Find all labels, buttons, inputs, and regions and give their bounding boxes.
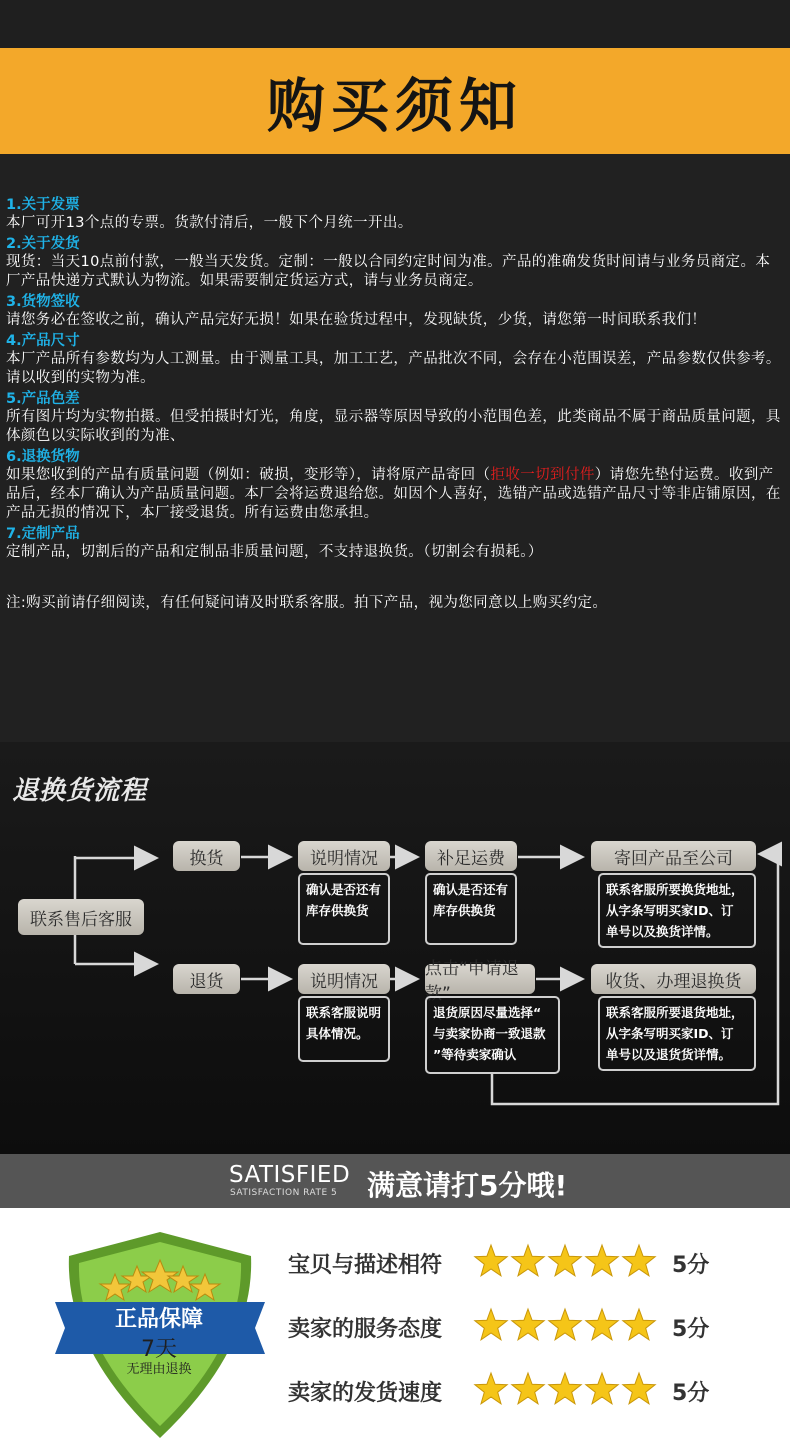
desc-line: 从字条写明买家ID、订 xyxy=(606,903,734,918)
star-icon xyxy=(549,1309,581,1340)
desc-line: 单号以及退货货详情。 xyxy=(606,1047,732,1062)
star-icon xyxy=(586,1245,618,1276)
desc-line: 与卖家协商一致退款 xyxy=(433,1026,546,1041)
star-rating-icon xyxy=(472,1370,662,1410)
desc-line: 退货原因尽量选择“ xyxy=(433,1005,542,1020)
desc-line: ”等待卖家确认 xyxy=(433,1047,517,1062)
section-body: 所有图片均为实物拍摄。但受拍摄时灯光，角度，显示器等原因导致的小范围色差，此类商品不属于商品质量问题，具体颜色以实际收到的为准、 xyxy=(6,409,781,444)
page-title: 购买须知 xyxy=(266,72,523,140)
badge-days-text: 7天 xyxy=(141,1337,177,1362)
star-rating-icon xyxy=(472,1306,662,1346)
section-body: 定制产品，切割后的产品和定制品非质量问题，不支持退换货。（切割会有损耗。） xyxy=(6,544,543,560)
explain-desc xyxy=(298,996,390,1062)
badge-genuine-text: 正品保障 xyxy=(114,1307,203,1332)
send-back-box: 寄回产品至公司 xyxy=(591,841,756,871)
section-shipping xyxy=(6,235,784,291)
section-invoice xyxy=(6,196,784,233)
exchange-box: 换货 xyxy=(173,841,240,871)
section-title: 6.退换货物 xyxy=(6,449,80,465)
section-body xyxy=(6,466,784,523)
star-icon xyxy=(475,1373,507,1404)
return-exchange-flow xyxy=(0,742,790,1154)
section-body: 请您务必在签收之前，确认产品完好无损！如果在验货过程中，发现缺货，少货，请您第一时间联系我们！ xyxy=(6,312,707,328)
satisfaction-rate-text: SATISFACTION RATE 5 xyxy=(230,1188,338,1198)
top-strip xyxy=(0,0,790,48)
rating-label: 卖家的发货速度 xyxy=(288,1381,443,1406)
shipping-fee-desc xyxy=(425,873,517,945)
star-icon xyxy=(549,1373,581,1404)
rate-request-text: 满意请打5分哦! xyxy=(367,1169,568,1202)
rating-row xyxy=(288,1306,748,1346)
section-title: 7.定制产品 xyxy=(6,526,80,542)
receive-goods-box: 收货、办理退换货 xyxy=(591,964,756,994)
star-icon xyxy=(623,1309,655,1340)
desc-line: 库存供换货 xyxy=(433,903,496,918)
desc-line: 联系客服说明 xyxy=(306,1005,382,1020)
badge-return-text: 无理由退换 xyxy=(126,1362,192,1377)
star-icon xyxy=(623,1373,655,1404)
section-title: 1.关于发票 xyxy=(6,197,80,213)
star-icon xyxy=(623,1245,655,1276)
section-receipt xyxy=(6,293,784,330)
rating-row xyxy=(288,1242,748,1282)
apply-refund-box: 点击“申请退款” xyxy=(425,964,535,994)
desc-line: 从字条写明买家ID、订 xyxy=(606,1026,734,1041)
star-icon xyxy=(475,1245,507,1276)
shipping-fee-box: 补足运费 xyxy=(425,841,517,871)
star-icon xyxy=(512,1373,544,1404)
send-back-desc xyxy=(598,873,756,948)
title-banner xyxy=(0,48,790,154)
purchase-notice xyxy=(0,154,790,742)
rating-score: 5分 xyxy=(672,1381,710,1406)
ratings-section xyxy=(0,1208,790,1442)
section-color xyxy=(6,390,784,446)
star-icon xyxy=(549,1245,581,1276)
star-icon xyxy=(586,1309,618,1340)
satisfied-text: SATISFIED xyxy=(229,1162,351,1188)
body-text: ）请您先垫付运费。收到产品后，经本厂确认为产品质量问题。本厂会将运费退给您。如因个人喜好，选错产品或选错产品尺寸等非店铺原因，在产品无损的情况下，本厂接受退货。所有运费由您承担。 xyxy=(6,467,781,521)
explain-box: 说明情况 xyxy=(298,964,390,994)
rating-row xyxy=(288,1370,748,1410)
desc-line: 联系客服所要换货地址， xyxy=(606,882,744,897)
section-custom xyxy=(6,525,784,562)
desc-line: 库存供换货 xyxy=(306,903,369,918)
apply-refund-desc xyxy=(425,996,560,1074)
satisfied-bar xyxy=(0,1154,790,1208)
refund-box: 退货 xyxy=(173,964,240,994)
desc-line: 确认是否还有 xyxy=(306,882,382,897)
rating-score: 5分 xyxy=(672,1317,710,1342)
notice-content xyxy=(6,194,784,613)
section-title: 4.产品尺寸 xyxy=(6,333,80,349)
section-size xyxy=(6,332,784,388)
desc-line: 单号以及换货详情。 xyxy=(606,924,719,939)
cod-refused-text: 拒收一切到付件 xyxy=(490,467,595,483)
explain-desc xyxy=(298,873,390,945)
section-body: 本厂可开13个点的专票。货款付清后，一般下个月统一开出。 xyxy=(6,215,413,231)
star-icon xyxy=(512,1245,544,1276)
explain-box: 说明情况 xyxy=(298,841,390,871)
desc-line: 确认是否还有 xyxy=(433,882,509,897)
star-icon xyxy=(586,1373,618,1404)
section-body: 现货：当天10点前付款，一般当天发货。定制：一般以合同约定时间为准。产品的准确发货时间请与业务员商定。本厂产品快递方式默认为物流。如果需要制定货运方式，请与业务员商定。 xyxy=(6,254,771,289)
section-title: 2.关于发货 xyxy=(6,236,80,252)
rating-label: 卖家的服务态度 xyxy=(288,1317,443,1342)
section-body: 本厂产品所有参数均为人工测量。由于测量工具，加工工艺，产品批次不同，会存在小范围误差，产品参数仅供参考。请以收到的实物为准。 xyxy=(6,351,781,386)
receive-goods-desc xyxy=(598,996,756,1071)
star-icon xyxy=(475,1309,507,1340)
section-title: 5.产品色差 xyxy=(6,391,80,407)
contact-service-box: 联系售后客服 xyxy=(18,899,144,935)
body-text: 如果您收到的产品有质量问题（例如：破损，变形等），请将原产品寄回（ xyxy=(6,467,491,483)
purchase-note: 注:购买前请仔细阅读，有任何疑问请及时联系客服。拍下产品，视为您同意以上购买约定。 xyxy=(6,595,608,611)
star-icon xyxy=(512,1309,544,1340)
desc-line: 联系客服所要退货地址， xyxy=(606,1005,744,1020)
rating-score: 5分 xyxy=(672,1253,710,1278)
section-return xyxy=(6,448,784,523)
rating-label: 宝贝与描述相符 xyxy=(288,1253,443,1278)
flow-title: 退换货流程 xyxy=(12,776,148,806)
desc-line: 具体情况。 xyxy=(306,1026,369,1041)
star-rating-icon xyxy=(472,1242,662,1282)
section-title: 3.货物签收 xyxy=(6,294,80,310)
